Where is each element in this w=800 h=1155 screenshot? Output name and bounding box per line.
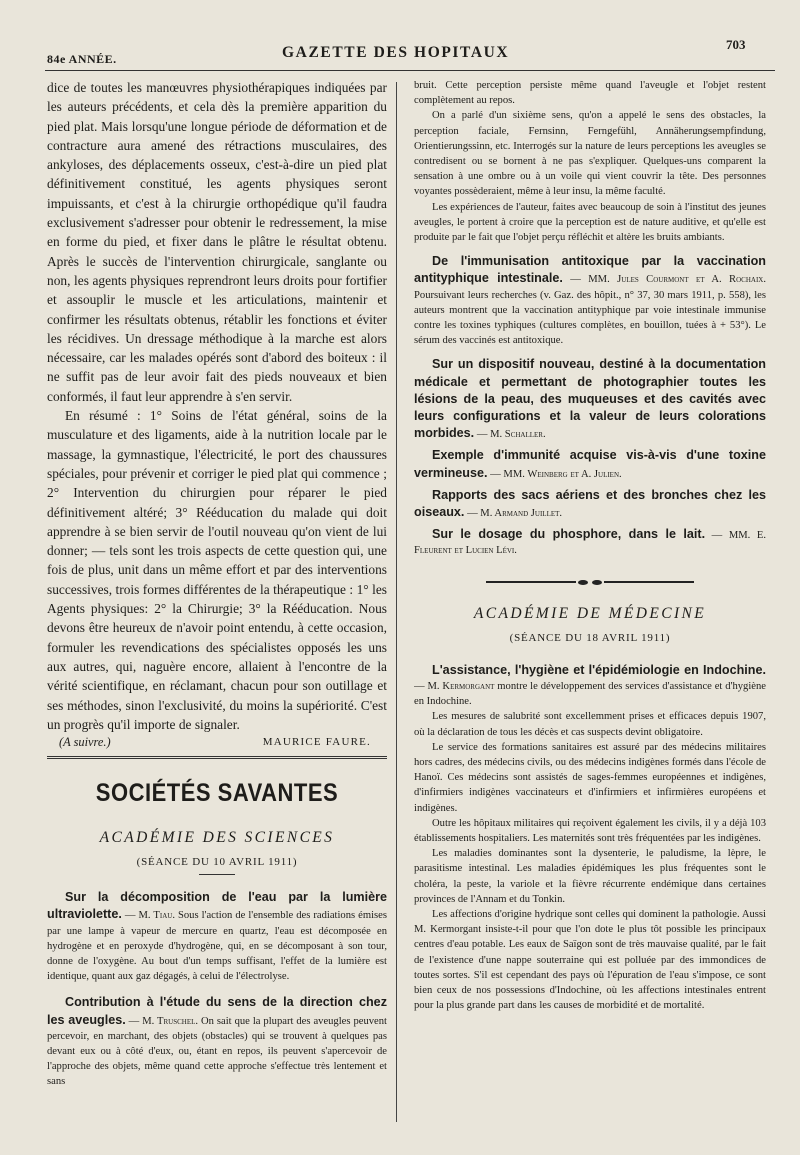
author-name: MAURICE FAURE. — [262, 736, 371, 749]
report-text: montre le développement des services d'assistance et d'hygiène en Indochine. — [414, 680, 766, 708]
report-author: — M. Schaller. — [476, 429, 546, 441]
report-text: Les mesures de salubrité sont excellemment prises et efficaces depuis 1907, où la déclaration de tous les décès et cas suspects devint obligatoire. — [414, 711, 766, 738]
report-item — [414, 253, 766, 348]
report-author: — M. Kermorgant — [414, 680, 495, 692]
report-item — [414, 487, 766, 521]
report-text: On a parlé d'un sixième sens, qu'on a appelé le sens des obstacles, la perception faciale, Fernsinn, Ferngefühl, Annäherungsempfindung, Orientierungssinn, etc. Interrogés sur la nature de leurs perceptions les aveugles se contredisent ou se bornent à ne pas s'expliquer. Quelques-uns comparent la sensation à une ombre ou à un voile qui vient couvrir la tête. Des personnes voyantes possèderaient, même à leur insu, la même faculté. — [414, 110, 766, 198]
report-author: — MM. Weinberg et A. Julien. — [490, 468, 622, 480]
report-item — [47, 889, 387, 984]
article-paragraph: dice de toutes les manœuvres physiothérapiques indiquées par les auteurs précédents, et cela dès la première apparition du pied plat. Mais lorsqu'une longue période de déformation et de contracture aura amené des rétractions musculaires, des ankyloses, des déplacements osseux, c'est-à-dire un pied plat définitivement constitué, les agents physiques seront impuissants, et c'est à la chirurgie orthopédique qu'il faudra exclusivement s'adresser pour obtenir le redressement, la mise en forme du pied, et fixer dans le plâtre le résultat obtenu. Après le succès de l'intervention chirurgicale, sanglante ou non, les agents physiques reprendront leurs droits pour fortifier et assouplir le muscle et les articulations, maintenir et confirmer les résultats obtenus, rétablir les fonctions et éviter les récidives. Un dressage méthodique à la marche est alors nécessaire, car les malades opérés sont d'abord des boiteux : il ne suffit pas de leur avoir fait des pieds nouveaux et bien conformés, il faut leur apprendre à s'en servir. — [47, 80, 387, 404]
session-date: (SÉANCE DU 10 AVRIL 1911) — [136, 856, 298, 869]
report-author: — MM. Jules Courmont et A. Rochaix. — [570, 274, 766, 286]
report-text: On sait que la plupart des aveugles peuvent percevoir, en marchant, des objets (obstacles) qui se trouvent à quelques pas devant eux ou à côté d'eux, ou, étant en repos, ils peuvent s'apercevoir de l'approche des objets, même quand cette approche s'effectue très lentement et sans — [47, 1015, 387, 1088]
article-signature — [47, 734, 387, 751]
report-author: — MM. E. Fleurent et Lucien Lévi. — [414, 530, 766, 557]
report-text: Poursuivant leurs recherches (v. Gaz. des hôpit., n° 37, 30 mars 1911, p. 558), les auteurs montrent que la vaccination antityphique par voie intestinale immunise contre les toxines typhiques (cultures complètes, en bouillon, tuées à + 53°). Le sérum des vaccinés est antitoxique. — [414, 289, 766, 347]
report-title: L'assistance, l'hygiène et l'épidémiologie en Indochine. — [432, 662, 766, 677]
report-author: — M. Armand Juillet. — [467, 508, 563, 520]
left-column — [47, 78, 387, 1090]
report-title: Rapports des sacs aériens et des bronches chez les oiseaux. — [414, 487, 766, 520]
report-text: Les affections d'origine hydrique sont celles qui dominent la pathologie. Aussi M. Kermorgant insiste-t-il pour que l'on dote le plus tôt possible les principaux centres d'eau potable. Les eaux de Saïgon sont de très mauvaise qualité, par le fait de l'existence d'une nappe souterraine qui est polluée par des immondices de toutes sortes. S'il est cependant des pays où l'épuration de l'eau s'impose, ce sont bien ceux de nos possessions d'Indochine, où les affections intestinales entrent pour la plus grande part dans les causes de morbidité et de mortalité. — [414, 908, 766, 1012]
academy-heading: ACADÉMIE DES SCIENCES — [99, 829, 335, 847]
academy-heading: ACADÉMIE DE MÉDECINE — [473, 604, 707, 622]
column-divider — [396, 82, 397, 1122]
report-author: — M. Tiau. — [124, 910, 175, 922]
report-title: Sur la décomposition de l'eau par la lumière ultraviolette. — [47, 890, 387, 922]
right-column — [414, 78, 766, 1013]
report-text: Les maladies dominantes sont la dysenterie, le paludisme, la lèpre, le parasitisme intestinal. Les maladies épidémiques les plus fréquentes sont le choléra, la peste, la variole et la fièvre récurrente endémique dans certaines provinces de l'Annam et du Tonkin. — [414, 848, 766, 905]
to-be-continued: (A suivre.) — [59, 735, 111, 750]
report-author: — M. Truschel. — [128, 1015, 199, 1027]
page-number: 703 — [726, 37, 746, 52]
session-date: (SÉANCE DU 18 AVRIL 1911) — [509, 631, 671, 644]
report-title: Exemple d'immunité acquise vis-à-vis d'une toxine vermineuse. — [414, 448, 766, 480]
report-text: Les expériences de l'auteur, faites avec beaucoup de soin à l'institut des jeunes aveugles, le portent à croire que la perception est de nature auditive, et qu'elle est produite par le fait que l'objet perçu réfléchit et altère les bruits ambiants. — [414, 201, 766, 244]
issue-label: 84e ANNÉE. — [47, 52, 117, 66]
report-item — [47, 994, 387, 1089]
report-text: bruit. Cette perception persiste même quand l'aveugle et l'objet restent complètement au repos. — [414, 80, 766, 107]
report-item — [414, 662, 766, 710]
section-title: SOCIÉTÉS SAVANTES — [95, 778, 339, 807]
report-item — [414, 526, 766, 558]
report-title: De l'immunisation antitoxique par la vaccination antityphique intestinale. — [414, 254, 766, 286]
report-title: Sur un dispositif nouveau, destiné à la documentation médicale et permettant de photographier toutes les lésions de la peau, des muqueuses et des cavités avec leurs configurations et la valeur de leurs colorations morbides. — [414, 357, 766, 441]
journal-title: GAZETTE DES HOPITAUX — [282, 44, 510, 61]
ornament-divider — [414, 573, 766, 591]
section-rule — [47, 756, 387, 759]
short-rule — [199, 874, 235, 875]
report-text: Outre les hôpitaux militaires qui reçoivent également les civils, il y a déjà 103 établissements hospitaliers. Les maternités sont très fréquentées par les indigènes. — [414, 817, 766, 844]
report-item — [414, 356, 766, 442]
report-text: Le service des formations sanitaires est assuré par des médecins militaires hors cadres, des médecins civils, ou des médecins indigènes formés dans l'école de Hanoï. Ces médecins sont assistés de sages-femmes européennes et indigènes, d'infirmiers indigènes vaccinateurs et d'infirmiers et infirmières européens et indigènes. — [414, 741, 766, 814]
report-title: Sur le dosage du phosphore, dans le lait. — [432, 527, 706, 542]
report-text: Sous l'action de l'ensemble des radiations émises par une lampe à vapeur de mercure en quartz, l'eau est décomposée en hydrogène et en peroxyde d'hydrogène, qui, en se décomposant à son tour, donne de l'oxygène. Au bout d'un temps suffisant, l'effet de la lumière est identique, quant aux gaz dégagés, à celui de l'électrolyse. — [47, 910, 387, 983]
article-paragraph: En résumé : 1° Soins de l'état général, soins de la musculature et des ligaments, aide à la nutrition locale par le massage, la gymnastique, l'électricité, le port des chaussures spéciales, pour prévenir et corriger le pied plat qui commence ; 2° Intervention du chirurgien pour réparer le pied définitivement altéré; 3° Rééducation du malade qui doit apprendre à se bien servir de l'outil nouveau qu'on vient de lui donner; — tels sont les trois aspects de cette question qui, une fois de plus, unit dans un même effort et par des interventions successives, trois formes différentes de la thérapeutique : 1° les Agents physiques: 2° la Chirurgie; 3° la Rééducation. Nous devons être heureux de n'avoir point entendu, à cette occasion, formuler les revendications des spécialistes opposés les uns aux autres, qui, naguère encore, allaient à l'encontre de la vérité scientifique, en réclamant, chacun pour son outillage et ses méthodes, sinon l'exclusivité, du moins la supériorité. C'est un progrès qu'il importe de signaler. — [47, 408, 387, 732]
report-item — [414, 447, 766, 481]
report-title: Contribution à l'étude du sens de la direction chez les aveugles. — [47, 995, 387, 1027]
header-rule — [45, 70, 775, 71]
